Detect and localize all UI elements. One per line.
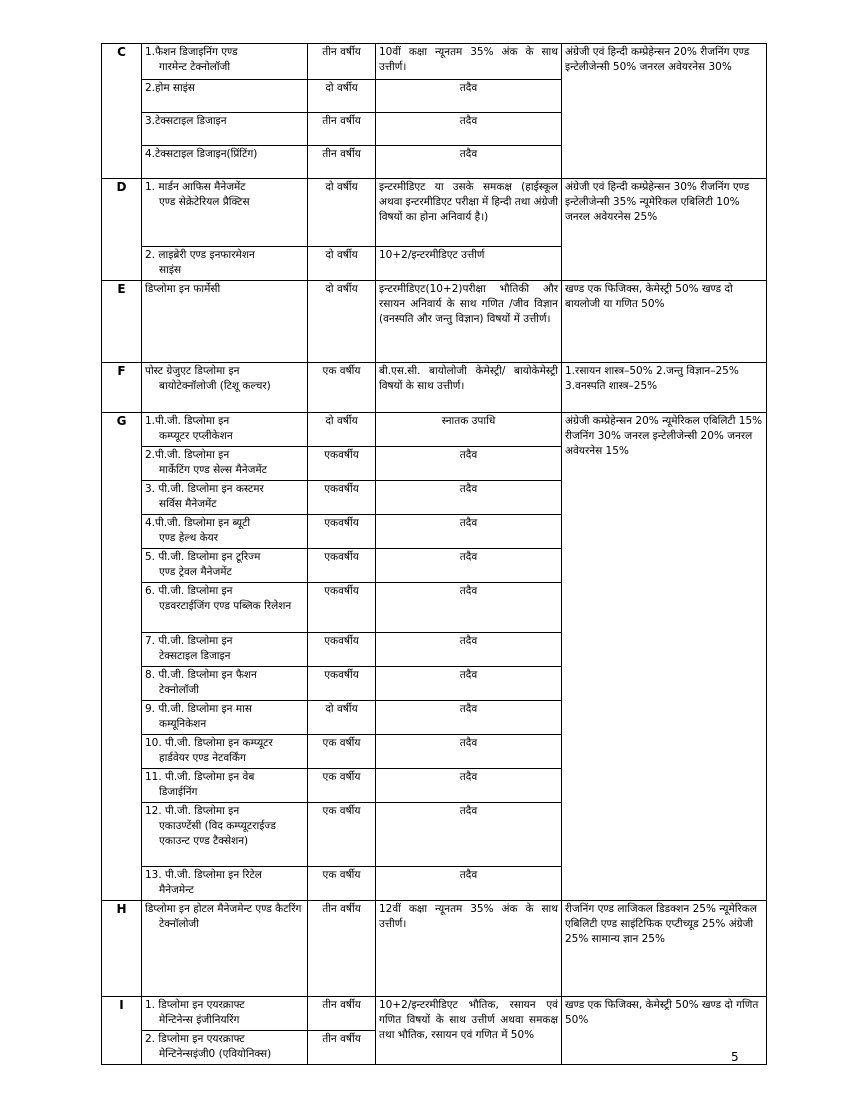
course-row — [102, 901, 767, 997]
course-name-line1: 1. मार्डन आफिस मैनेजमेंट — [145, 181, 246, 193]
course-row — [102, 413, 767, 447]
course-name-line1: 2.पी.जी. डिप्लोमा इन — [145, 449, 230, 461]
course-duration: एक वर्षीय — [308, 803, 376, 867]
course-name-line1: 8. पी.जी. डिप्लोमा इन फैशन — [145, 669, 257, 681]
course-name-line1: 1.फैशन डिजाइनिंग एण्ड — [145, 46, 238, 58]
course-duration: तीन वर्षीय — [308, 146, 376, 179]
course-name-line2: मेन्टिनेन्स इंजीनियरिंग — [159, 1014, 240, 1026]
course-duration: तीन वर्षीय — [308, 901, 376, 997]
course-row — [102, 363, 767, 413]
course-name-line2: साइंस — [159, 264, 182, 276]
exam-subjects: अंग्रेजी एवं हिन्दी कम्प्रेहेन्सन 20% रीजनिंग एण्ड इन्टेलीजेन्सी 50% जनरल अवेयरनेस 30% — [562, 44, 767, 179]
course-name — [142, 701, 308, 735]
qualification: बी.एस.सी. बायोलोजी केमेस्ट्री/ बायोकेमेस्ट्री विषयों के साथ उत्तीर्ण। — [376, 363, 562, 413]
course-duration: एक वर्षीय — [308, 867, 376, 901]
course-name-line2: एण्ड हेल्थ केयर — [159, 532, 219, 544]
qualification: तदैव — [376, 769, 562, 803]
course-name — [142, 803, 308, 867]
course-row — [102, 281, 767, 363]
exam-subjects: अंग्रेजी कम्प्रेहेन्सन 20% न्यूमेरिकल एबिलिटी 15% रीजनिंग 30% जनरल इन्टेलीजेन्सी 20% जनरल अवेयरनेस 15% — [562, 413, 767, 901]
course-name-line1: 2. डिप्लोमा इन एयरक्राफ्ट — [145, 1033, 245, 1045]
course-name-line2: कम्प्यूटर एप्लीकेशन — [159, 430, 233, 442]
course-name-line2: एडवरटाईजिंग एण्ड पब्लिक रिलेशन — [159, 600, 292, 612]
course-duration: तीन वर्षीय — [308, 44, 376, 80]
exam-subjects: अंग्रेजी एवं हिन्दी कम्प्रेहेन्सन 30% रीजनिंग एण्ड इन्टेलीजेन्सी 35% न्यूमेरिकल एबिलिटी 10% जनरल अवेयरनेस 25% — [562, 179, 767, 281]
group-code: C — [102, 44, 142, 179]
qualification: तदैव — [376, 803, 562, 867]
qualification: तदैव — [376, 515, 562, 549]
group-code: D — [102, 179, 142, 281]
course-name — [142, 549, 308, 583]
course-name-line1: 6. पी.जी. डिप्लोमा इन — [145, 585, 233, 597]
course-name — [142, 447, 308, 481]
course-name — [142, 583, 308, 633]
course-name — [142, 1031, 308, 1065]
course-duration: दो वर्षीय — [308, 413, 376, 447]
page-number: 5 — [731, 1050, 739, 1064]
qualification: तदैव — [376, 146, 562, 179]
qualification: तदैव — [376, 701, 562, 735]
course-duration: एकवर्षीय — [308, 447, 376, 481]
course-name-line2: एण्ड ट्रेवल मैनेजमेंट — [159, 566, 232, 578]
course-name-line1: 4.पी.जी. डिप्लोमा इन ब्यूटी — [145, 517, 251, 529]
course-name-line2: गारमेन्ट टेक्नोलॉजी — [159, 61, 231, 73]
course-name-line2: मेन्टिनेन्सइंजी0 (एवियोनिक्स) — [159, 1048, 272, 1060]
course-name-line2: एण्ड सेक्रेटेरियल प्रैक्टिस — [159, 196, 250, 208]
qualification: तदैव — [376, 735, 562, 769]
qualification: तदैव — [376, 113, 562, 146]
course-duration: दो वर्षीय — [308, 281, 376, 363]
exam-subjects: रीजनिंग एण्ड लाजिकल डिडक्शन 25% न्यूमेरिकल एबिलिटी एण्ड साइंटिफिक एप्टीच्यूड 25% अंग्रेजी 25% सामान्य ज्ञान 25% — [562, 901, 767, 997]
eligibility-table — [101, 43, 767, 1065]
course-name — [142, 179, 308, 247]
group-code: F — [102, 363, 142, 413]
course-name-line1: डिप्लोमा इन फार्मेसी — [145, 283, 221, 295]
course-name-line2: बायोटेक्नॉलोजी (टिशू कल्चर) — [159, 380, 271, 392]
course-name-line1: 11. पी.जी. डिप्लोमा इन वेब — [145, 771, 255, 783]
qualification: तदैव — [376, 481, 562, 515]
course-name-line1: 4.टेक्सटाइल डिजाइन(प्रिंटिंग) — [145, 148, 258, 160]
qualification: तदैव — [376, 633, 562, 667]
course-name — [142, 281, 308, 363]
course-name-line2: टेक्नोलॉजी — [159, 684, 199, 696]
course-name — [142, 247, 308, 281]
course-name-line1: 2.होम साइंस — [145, 82, 196, 94]
course-name-line2: मार्केटिंग एण्ड सेल्स मैनेजमेंट — [159, 464, 267, 476]
course-row — [102, 997, 767, 1031]
course-duration: एक वर्षीय — [308, 735, 376, 769]
qualification: 12वीं कक्षा न्यूनतम 35% अंक के साथ उत्तीर्ण। — [376, 901, 562, 997]
qualification: तदैव — [376, 549, 562, 583]
exam-subjects: 1.रसायन शास्त्र–50% 2.जन्तु विज्ञान–25% 3.वनस्पति शास्त्र–25% — [562, 363, 767, 413]
course-duration: एकवर्षीय — [308, 549, 376, 583]
course-name-line1: 10. पी.जी. डिप्लोमा इन कम्प्यूटर — [145, 737, 273, 749]
course-name — [142, 80, 308, 113]
course-duration: एकवर्षीय — [308, 583, 376, 633]
course-name — [142, 633, 308, 667]
course-name-line1: 3. पी.जी. डिप्लोमा इन कस्टमर — [145, 483, 264, 495]
course-duration: एकवर्षीय — [308, 481, 376, 515]
qualification: तदैव — [376, 80, 562, 113]
course-duration: एक वर्षीय — [308, 769, 376, 803]
course-name — [142, 667, 308, 701]
course-name-line1: 9. पी.जी. डिप्लोमा इन मास — [145, 703, 252, 715]
course-name-line1: पोस्ट ग्रेजुएट डिप्लोमा इन — [145, 365, 240, 377]
qualification: इन्टरमीडिएट या उसके समकक्ष (हाईस्कूल अथवा इन्टरमीडिएट परीक्षा में हिन्दी तथा अंग्रेजी विषयों का होना अनिवार्य है।) — [376, 179, 562, 247]
course-name-line2: एकाउण्टेंसी (विद कम्प्यूटराईज्ड एकाउन्ट एण्ड टैक्सेशन) — [159, 820, 276, 847]
course-duration: तीन वर्षीय — [308, 997, 376, 1031]
qualification: तदैव — [376, 667, 562, 701]
course-duration: एक वर्षीय — [308, 363, 376, 413]
course-duration: दो वर्षीय — [308, 247, 376, 281]
course-row — [102, 44, 767, 80]
course-name — [142, 113, 308, 146]
course-row — [102, 179, 767, 247]
course-name-line2: टेक्सटाइल डिजाइन — [159, 650, 231, 662]
course-duration: एकवर्षीय — [308, 667, 376, 701]
course-duration: दो वर्षीय — [308, 701, 376, 735]
course-name — [142, 146, 308, 179]
exam-subjects: खण्ड एक फिजिक्स, केमेस्ट्री 50% खण्ड दो बायलोजी या गणित 50% — [562, 281, 767, 363]
qualification: तदैव — [376, 583, 562, 633]
course-name — [142, 413, 308, 447]
course-name — [142, 867, 308, 901]
course-name-line1: 12. पी.जी. डिप्लोमा इन — [145, 805, 240, 817]
course-name-line2: मैनेजमेन्ट — [159, 884, 194, 896]
course-duration: दो वर्षीय — [308, 179, 376, 247]
course-duration: एकवर्षीय — [308, 633, 376, 667]
course-name — [142, 901, 308, 997]
course-name-line1: 1.पी.जी. डिप्लोमा इन — [145, 415, 230, 427]
qualification: 10+2/इन्टरमीडिएट उत्तीर्ण — [376, 247, 562, 281]
course-name — [142, 769, 308, 803]
course-name-line2: सर्विस मैनेजमेंट — [159, 498, 217, 510]
qualification: तदैव — [376, 447, 562, 481]
qualification: तदैव — [376, 867, 562, 901]
course-name-line1: 7. पी.जी. डिप्लोमा इन — [145, 635, 233, 647]
course-duration: तीन वर्षीय — [308, 1031, 376, 1065]
course-name — [142, 363, 308, 413]
qualification: 10+2/इन्टरमीडिएट भौतिक, रसायन एवं गणित विषयों के साथ उत्तीर्ण अथवा समकक्ष तथा भौतिक, रसायन एवं गणित में 50% — [376, 997, 562, 1065]
course-name — [142, 481, 308, 515]
course-name-line1: 13. पी.जी. डिप्लोमा इन रिटेल — [145, 869, 262, 881]
group-code: E — [102, 281, 142, 363]
group-code: G — [102, 413, 142, 901]
course-duration: दो वर्षीय — [308, 80, 376, 113]
course-duration: तीन वर्षीय — [308, 113, 376, 146]
exam-subjects: खण्ड एक फिजिक्स, केमेस्ट्री 50% खण्ड दो गणित 50% — [562, 997, 767, 1065]
qualification: इन्टरमीडिएट(10+2)परीक्षा भौतिकी और रसायन अनिवार्य के साथ गणित /जीव विज्ञान (वनस्पति और जन्तु विज्ञान) विषयों में उत्तीर्ण। — [376, 281, 562, 363]
course-name-line2: डिजाईनिंग — [159, 786, 198, 798]
qualification: 10वीं कक्षा न्यूनतम 35% अंक के साथ उत्तीर्ण। — [376, 44, 562, 80]
course-name-line1: 5. पी.जी. डिप्लोमा इन टूरिज्म — [145, 551, 261, 563]
course-name-line1: 2. लाइब्रेरी एण्ड इनफारमेशन — [145, 249, 255, 261]
course-name-line2: कम्यूनिकेशन — [159, 718, 207, 730]
course-name — [142, 997, 308, 1031]
course-name-line2: टेक्नॉलोजी — [159, 918, 199, 930]
course-name-line1: 1. डिप्लोमा इन एयरक्राफ्ट — [145, 999, 245, 1011]
course-name — [142, 735, 308, 769]
group-code: H — [102, 901, 142, 997]
group-code: I — [102, 997, 142, 1065]
course-name-line2: हार्डवेयर एण्ड नेटवर्किंग — [159, 752, 246, 764]
course-name — [142, 515, 308, 549]
course-duration: एकवर्षीय — [308, 515, 376, 549]
qualification: स्नातक उपाधि — [376, 413, 562, 447]
course-name — [142, 44, 308, 80]
course-name-line1: 3.टेक्सटाइल डिजाइन — [145, 115, 227, 127]
course-name-line1: डिप्लोमा इन होटल मैनेजमेन्ट एण्ड कैटरिंग — [145, 903, 302, 915]
